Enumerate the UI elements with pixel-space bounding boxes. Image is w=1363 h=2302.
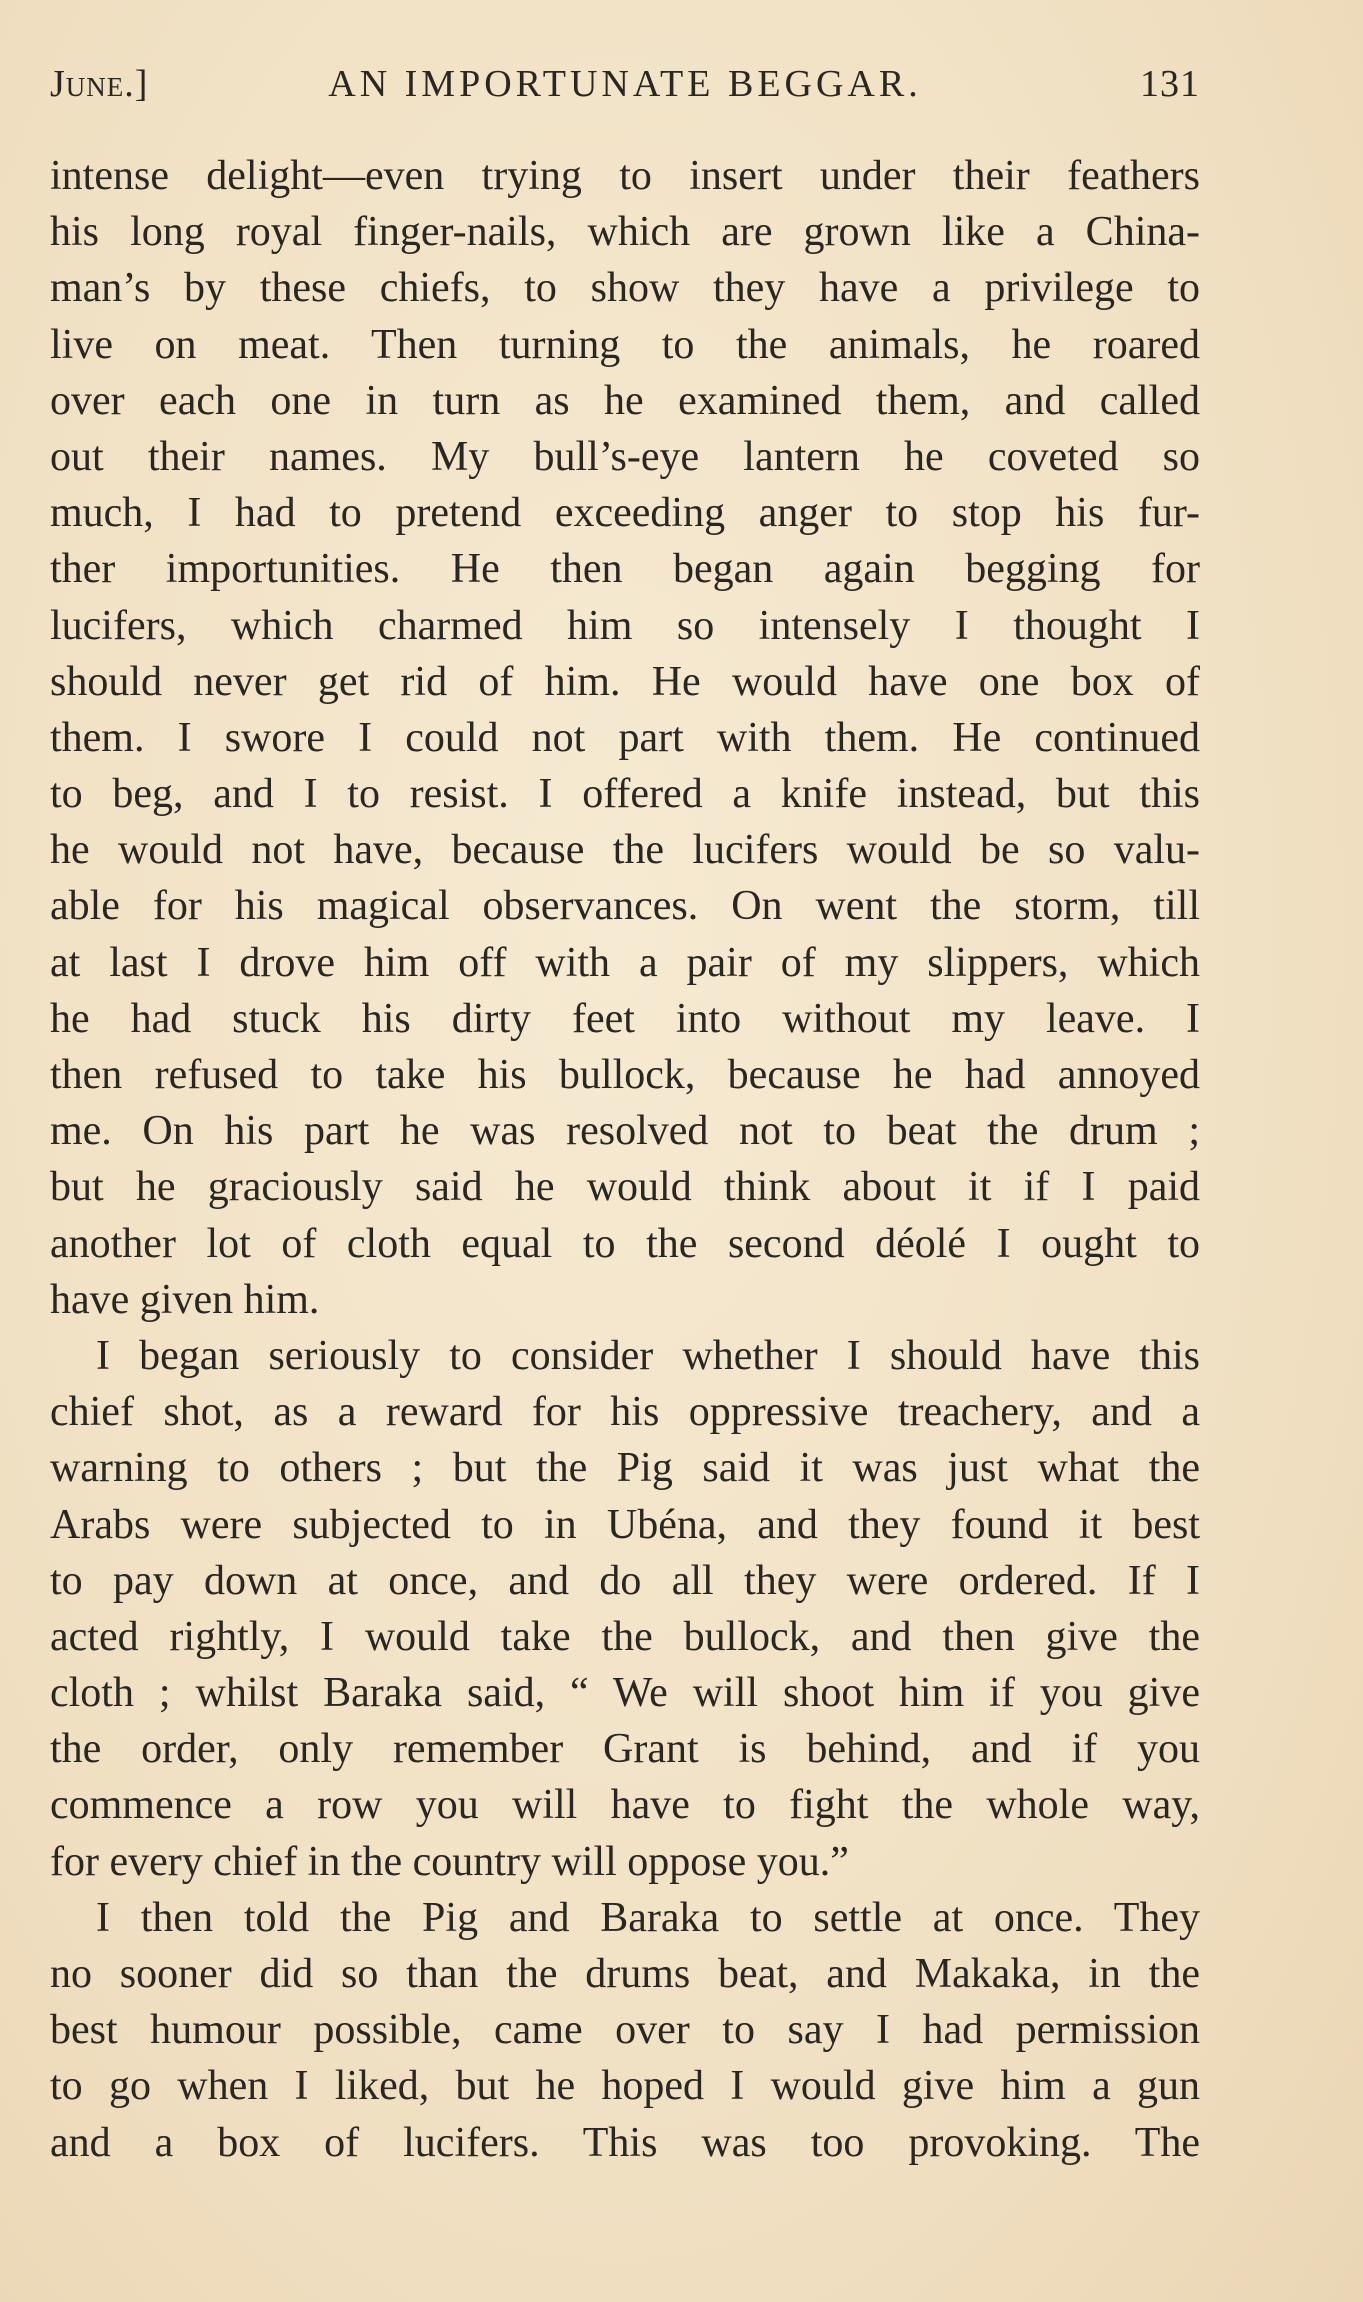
text-line: them. I swore I could not part with them. He continued: [50, 714, 1200, 761]
running-head: [50, 62, 1200, 122]
text-line: I then told the Pig and Baraka to settle at once. They: [96, 1894, 1200, 1941]
text-line: man’s by these chiefs, to show they have a privilege to: [50, 265, 1200, 312]
text-line: over each one in turn as he examined them, and called: [50, 377, 1200, 424]
text-line: me. On his part he was resolved not to beat the drum ;: [50, 1108, 1200, 1155]
text-line: have given him.: [50, 1276, 320, 1323]
text-line: his long royal finger-nails, which are grown like a China-: [50, 209, 1200, 256]
text-line: able for his magical observances. On went the storm, till: [50, 883, 1200, 930]
text-line: to go when I liked, but he hoped I would give him a gun: [50, 2063, 1200, 2110]
text-line: cloth ; whilst Baraka said, “ We will shoot him if you give: [50, 1670, 1200, 1717]
text-line: much, I had to pretend exceeding anger to stop his fur-: [50, 490, 1200, 537]
text-line: intense delight—even trying to insert under their feathers: [50, 153, 1200, 199]
text-line: to beg, and I to resist. I offered a knife instead, but this: [50, 771, 1200, 818]
text-line: out their names. My bull’s-eye lantern he coveted so: [50, 433, 1200, 480]
text-line: ther importunities. He then began again begging for: [50, 546, 1200, 593]
text-line: then refused to take his bullock, because he had annoyed: [50, 1052, 1200, 1098]
text-line: he had stuck his dirty feet into without my leave. I: [50, 995, 1200, 1042]
text-line: lucifers, which charmed him so intensely I thought I: [50, 602, 1200, 649]
running-head-title: AN IMPORTUNATE BEGGAR.: [328, 63, 922, 105]
text-line: acted rightly, I would take the bullock, and then give the: [50, 1613, 1200, 1660]
text-line: Arabs were subjected to in Ubéna, and they found it best: [50, 1501, 1200, 1548]
text-line: he would not have, because the lucifers would be so valu-: [50, 827, 1200, 874]
text-line: at last I drove him off with a pair of my slippers, which: [50, 939, 1200, 986]
text-line: but he graciously said he would think about it if I paid: [50, 1164, 1200, 1211]
text-line: commence a row you will have to fight the whole way,: [50, 1782, 1200, 1829]
text-line: for every chief in the country will oppose you.”: [50, 1838, 849, 1885]
text-line: should never get rid of him. He would have one box of: [50, 658, 1200, 705]
text-line: best humour possible, came over to say I had permission: [50, 2007, 1200, 2054]
text-line: to pay down at once, and do all they were ordered. If I: [50, 1557, 1200, 1604]
text-line: chief shot, as a reward for his oppressive treachery, and a: [50, 1389, 1200, 1436]
text-line: no sooner did so than the drums beat, and Makaka, in the: [50, 1951, 1200, 1997]
text-line: and a box of lucifers. This was too provoking. The: [50, 2119, 1200, 2166]
text-line: warning to others ; but the Pig said it was just what the: [50, 1445, 1200, 1492]
page-number: 131: [1140, 63, 1200, 105]
text-line: I began seriously to consider whether I should have this: [96, 1332, 1200, 1379]
body-text: [50, 148, 1200, 2171]
text-line: the order, only remember Grant is behind, and if you: [50, 1726, 1200, 1773]
running-head-month: June.]: [50, 63, 149, 105]
text-line: live on meat. Then turning to the animals, he roared: [50, 321, 1200, 368]
text-line: another lot of cloth equal to the second déolé I ought to: [50, 1220, 1200, 1267]
